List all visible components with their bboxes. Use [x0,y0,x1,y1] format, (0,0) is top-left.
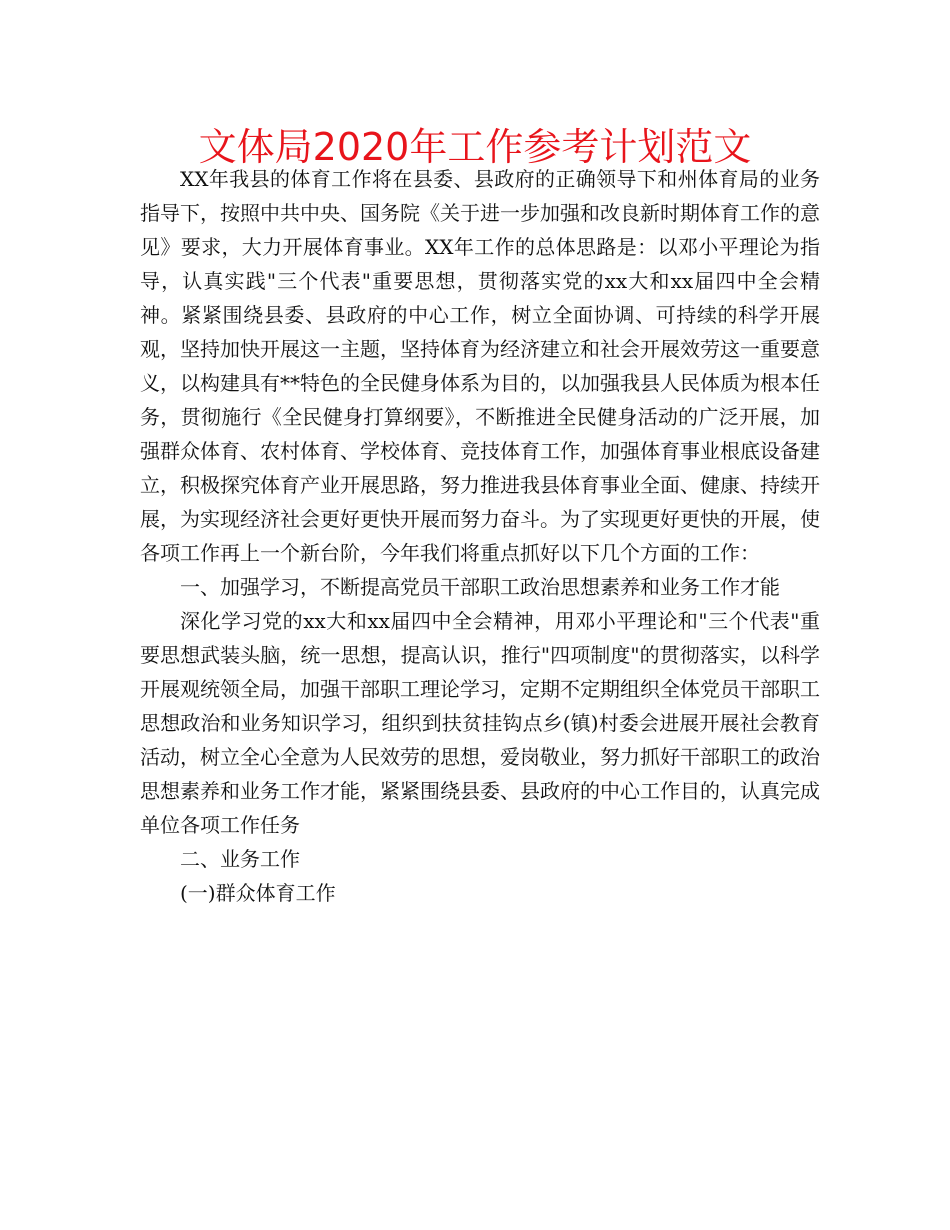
document-title: 文体局2020年工作参考计划范文 [198,125,752,169]
paragraph-intro: XX年我县的体育工作将在县委、县政府的正确领导下和州体育局的业务指导下，按照中共中央、国务院《关于进一步加强和改良新时期体育工作的意见》要求，大力开展体育事业。XX年工作的总体思路是：以邓小平理论为指导，认真实践"三个代表"重要思想，贯彻落实党的xx大和xx届四中全会精神。紧紧围绕县委、县政府的中心工作，树立全面协调、可持续的科学开展观，坚持加快开展这一主题，坚持体育为经济建立和社会开展效劳这一重要意义，以构建具有**特色的全民健身体系为目的，以加强我县人民体质为根本任务，贯彻施行《全民健身打算纲要》，不断推进全民健身活动的广泛开展，加强群众体育、农村体育、学校体育、竞技体育工作，加强体育事业根底设备建立，积极探究体育产业开展思路，努力推进我县体育事业全面、健康、持续开展，为实现经济社会更好更快开展而努力奋斗。为了实现更好更快的开展，使各项工作再上一个新台阶，今年我们将重点抓好以下几个方面的工作： [140,167,820,565]
subsection-heading-mass-sports: (一)群众体育工作 [180,881,336,905]
section-heading-study: 一、加强学习，不断提高党员干部职工政治思想素养和业务工作才能 [180,575,780,599]
document-body [140,162,820,910]
section-heading-business: 二、业务工作 [180,847,300,871]
paragraph-study: 深化学习党的xx大和xx届四中全会精神，用邓小平理论和"三个代表"重要思想武装头脑，统一思想，提高认识，推行"四项制度"的贯彻落实，以科学开展观统领全局，加强干部职工理论学习，定期不定期组织全体党员干部职工思想政治和业务知识学习，组织到扶贫挂钩点乡(镇)村委会进展开展社会教育活动，树立全心全意为人民效劳的思想，爱岗敬业，努力抓好干部职工的政治思想素养和业务工作才能，紧紧围绕县委、县政府的中心工作目的，认真完成单位各项工作任务 [140,609,820,837]
